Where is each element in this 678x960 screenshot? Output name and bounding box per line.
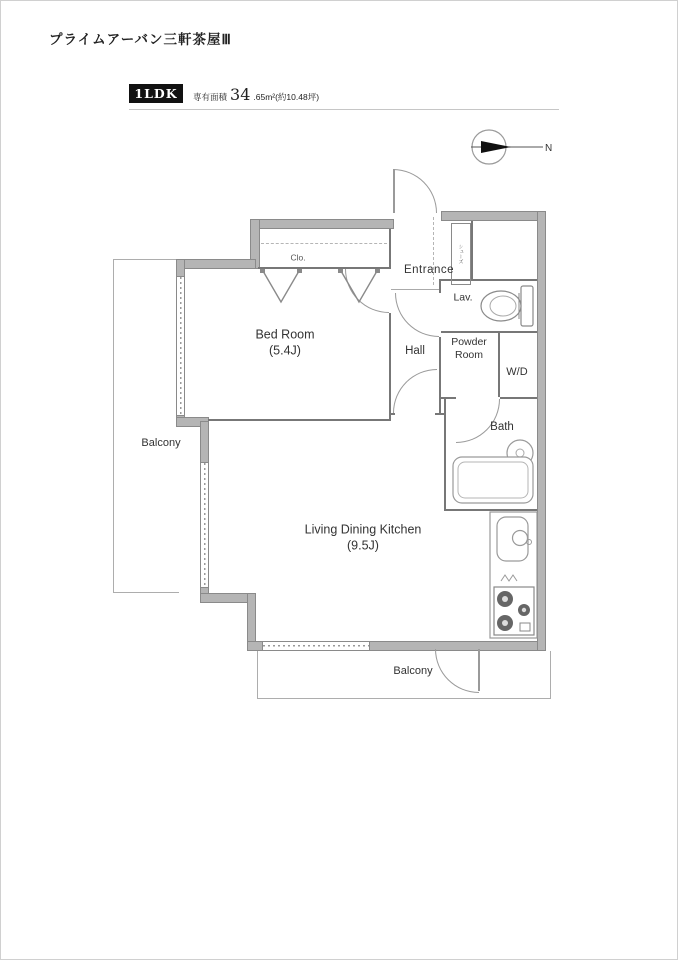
entrance-step-line (391, 289, 439, 290)
entrance-label: Entrance (403, 263, 455, 276)
area-value-small: .65m²(約10.48坪) (253, 92, 320, 102)
entrance-door-leaf (393, 169, 395, 213)
wall-hall-powder (439, 337, 441, 413)
wall-ldk-left-stub (200, 421, 209, 463)
powder-room-line2: Room (454, 349, 484, 361)
toilet-icon (477, 283, 535, 329)
hall-ldk-door-arc (393, 369, 437, 413)
ldk-name: Living Dining Kitchen (304, 522, 422, 537)
wall-lav-bottom (441, 331, 537, 333)
area-prefix: 専有面積 (193, 92, 228, 102)
wall-hall-lav-stub (439, 279, 441, 293)
wall-bath-left (444, 399, 446, 509)
header-divider (129, 109, 559, 110)
compass-north-label: N (545, 143, 553, 154)
closet-bifold-doors-icon (259, 268, 391, 306)
wall-entrance-top-right (441, 211, 546, 221)
ldk-label (305, 522, 422, 553)
layout-badge: 1LDK (129, 84, 183, 103)
property-title: プライムアーバン三軒茶屋Ⅲ (49, 32, 232, 47)
compass-icon (459, 121, 569, 173)
closet-hanger-line (261, 243, 387, 244)
wall-closet-top (254, 219, 394, 229)
powder-room-line1: Powder (451, 335, 487, 348)
lavatory-door-arc (395, 293, 439, 337)
wall-bedroom-top-left (176, 259, 256, 269)
wall-powder-wd (498, 333, 500, 397)
area-value-large: 34 (230, 85, 251, 104)
wall-bottom-left-stub (247, 641, 263, 651)
balcony-left-outline (113, 259, 179, 593)
wall-hall-ldk-left-stub (389, 413, 395, 415)
ldk-window-bottom (263, 641, 369, 651)
bedroom-size: (5.4J) (269, 343, 301, 357)
ldk-window-left (200, 463, 209, 589)
wall-powder-bottom-right (500, 397, 537, 399)
bedroom-window (176, 277, 185, 415)
entrance-door-arc (393, 169, 437, 213)
washer-dryer-label: W/D (506, 366, 528, 379)
hall-label: Hall (405, 344, 425, 357)
bedroom-name: Bed Room (255, 327, 315, 342)
wall-bedroom-right-upper (389, 229, 391, 269)
wall-powder-bottom-left (439, 397, 456, 399)
ldk-size: (9.5J) (347, 538, 379, 552)
bedroom-label (255, 327, 314, 358)
wall-entrance-right (471, 221, 473, 279)
wall-left-upper-stub (176, 259, 185, 277)
bath-label: Bath (490, 420, 514, 433)
kitchen-counter-icon (489, 511, 539, 639)
powder-room-label (451, 336, 487, 362)
shoe-box-label: シューズ (457, 244, 464, 264)
area-info (193, 85, 319, 104)
wall-bedroom-bottom (208, 419, 391, 421)
balcony-door-leaf (478, 649, 480, 691)
closet-label: Clo. (290, 252, 306, 263)
lavatory-label: Lav. (453, 291, 473, 304)
wall-bedroom-right-lower (389, 313, 391, 421)
balcony-bottom-label: Balcony (393, 665, 433, 678)
balcony-left-label: Balcony (141, 437, 181, 450)
